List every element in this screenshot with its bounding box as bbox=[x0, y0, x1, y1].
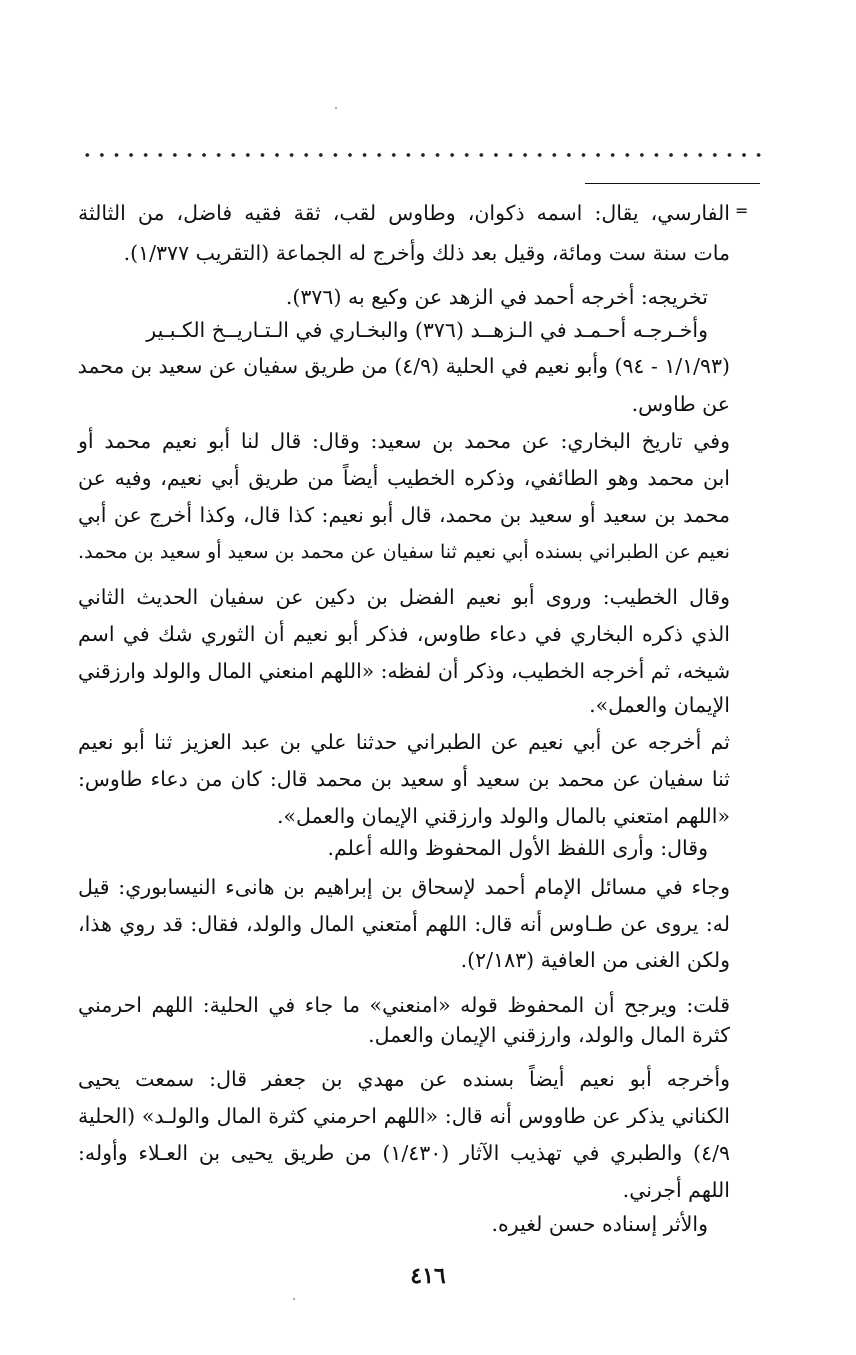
dotted-separator bbox=[80, 148, 765, 162]
footnote-line: نعيم عن الطبراني بسنده أبي نعيم ثنا سفيان عن محمد بن سعيد أو سعيد بن محمد. bbox=[78, 540, 730, 563]
footnote-line: قلت: ويرجح أن المحفوظ قوله «امنعني» ما جاء في الحلية: اللهم احرمني bbox=[78, 993, 730, 1017]
footnote-line: كثرة المال والولد، وارزقني الإيمان والعمل. bbox=[368, 1023, 730, 1047]
footnote-line: ولكن الغنى من العافية (٢/١٨٣). bbox=[460, 948, 730, 972]
footnote-line: محمد بن سعيد أو سعيد بن محمد، قال أبو نعيم: كذا قال، وكذا أخرج عن أبي bbox=[78, 503, 730, 527]
footnote-rule bbox=[585, 183, 760, 184]
footnote-line: مات سنة ست ومائة، وقيل بعد ذلك وأخرج له الجماعة (التقريب ١/٣٧٧). bbox=[123, 241, 730, 265]
scan-speck bbox=[335, 107, 337, 109]
footnote-line: وقال: وأرى اللفظ الأول المحفوظ والله أعلم. bbox=[327, 836, 708, 860]
footnote-line: والأثر إسناده حسن لغيره. bbox=[491, 1212, 708, 1236]
footnote-line: وقال الخطيب: وروى أبو نعيم الفضل بن دكين عن سفيان الحديث الثاني bbox=[78, 585, 730, 609]
footnote-line: (١/١/٩٣ - ٩٤) وأبو نعيم في الحلية (٤/٩) من طريق سفيان عن سعيد بن محمد bbox=[77, 354, 730, 378]
footnote-continuation-marker: = bbox=[735, 201, 749, 220]
page-number: ٤١٦ bbox=[410, 1263, 446, 1289]
footnote-line: الذي ذكره البخاري في دعاء طاوس، فذكر أبو نعيم أن الثوري شك في اسم bbox=[78, 622, 730, 646]
footnote-line: وفي تاريخ البخاري: عن محمد بن سعيد: وقال: قال لنا أبو نعيم محمد أو bbox=[78, 429, 730, 453]
footnote-line: ثم أخرجه عن أبي نعيم عن الطبراني حدثنا علي بن عبد العزيز ثنا أبو نعيم bbox=[78, 730, 730, 754]
footnote-line: الكناني يذكر عن طاووس أنه قال: «اللهم احرمني كثرة المال والولـد» (الحلية bbox=[78, 1104, 730, 1128]
scan-speck bbox=[293, 1298, 295, 1300]
footnote-line: عن طاوس. bbox=[631, 392, 730, 416]
footnote-line: ثنا سفيان عن محمد بن سعيد أو سعيد بن محمد قال: كان من دعاء طاوس: bbox=[78, 767, 730, 791]
footnote-line: «اللهم امتعني بالمال والولد وارزقني الإيمان والعمل». bbox=[277, 804, 730, 828]
footnote-line: تخريجه: أخرجه أحمد في الزهد عن وكيع به (٣٧٦). bbox=[285, 285, 708, 309]
footnote-line: اللهم أجرني. bbox=[622, 1178, 730, 1202]
footnote-line: الإيمان والعمل». bbox=[589, 693, 730, 717]
footnote-line: ابن محمد وهو الطائفي، وذكره الخطيب أيضاً من طريق أبي نعيم، وفيه عن bbox=[78, 466, 730, 490]
footnote-line: له: يروى عن طـاوس أنه قال: اللهم أمتعني المال والولد، فقال: قد روي هذا، bbox=[78, 912, 730, 936]
footnote-line: وجاء في مسائل الإمام أحمد لإسحاق بن إبراهيم بن هانىء النيسابوري: قيل bbox=[78, 875, 730, 899]
footnote-line: الفارسي، يقال: اسمه ذكوان، وطاوس لقب، ثقة فقيه فاضل، من الثالثة bbox=[78, 201, 730, 225]
footnote-line: ٤/٩) والطبري في تهذيب الآثار (١/٤٣٠) من طريق يحيى بن العـلاء وأوله: bbox=[78, 1141, 730, 1165]
footnote-line: وأخرجه أبو نعيم أيضاً بسنده عن مهدي بن جعفر قال: سمعت يحيى bbox=[78, 1067, 730, 1091]
footnote-line: شيخه، ثم أخرجه الخطيب، وذكر أن لفظه: «اللهم امنعني المال والولد وارزقني bbox=[78, 659, 730, 683]
footnote-line: وأخـرجـه أحـمـد في الـزهــد (٣٧٦) والبخـاري في الـتـاريــخ الكـبـير bbox=[146, 318, 708, 342]
